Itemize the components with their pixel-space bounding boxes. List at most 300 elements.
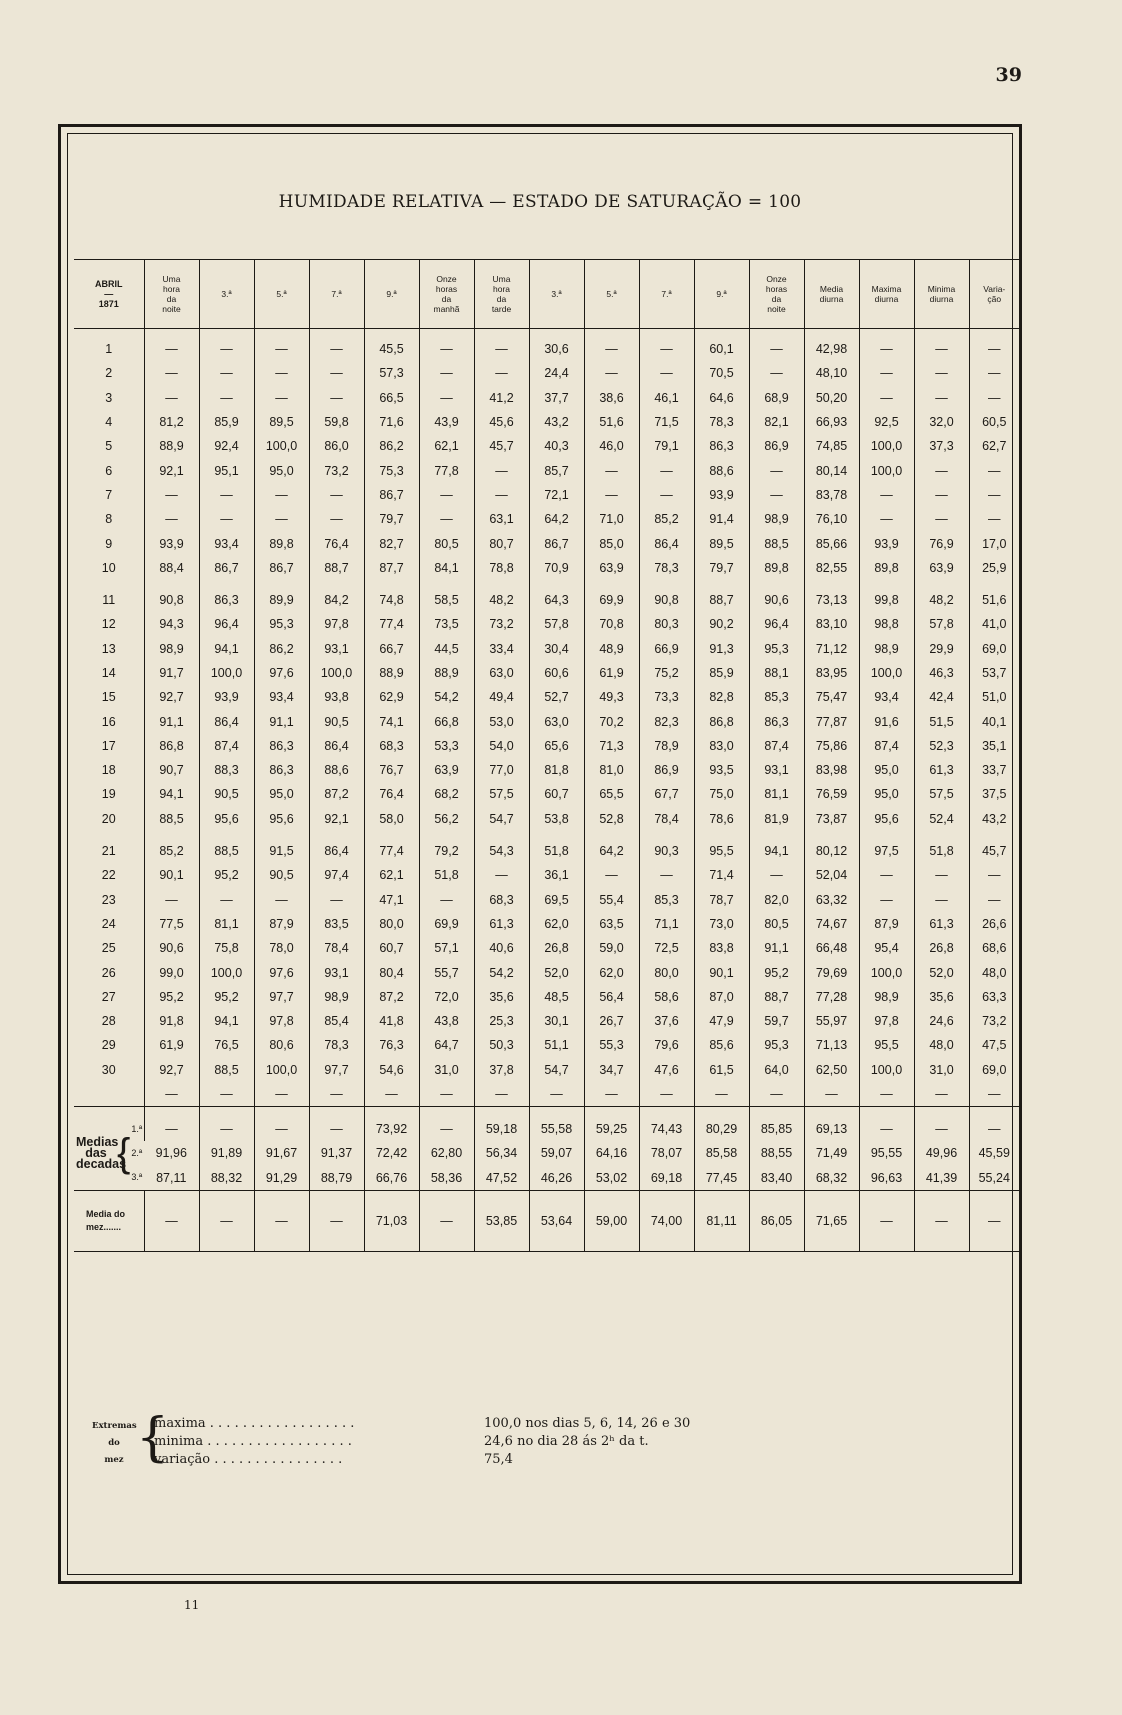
value-cell: 62,7 <box>969 434 1019 458</box>
value-cell: 95,0 <box>254 458 309 482</box>
value-cell: 64,2 <box>584 831 639 863</box>
value-cell: 67,7 <box>639 782 694 806</box>
value-cell: 37,5 <box>969 782 1019 806</box>
dash-cell: — <box>529 1082 584 1107</box>
value-cell: 85,7 <box>529 458 584 482</box>
value-cell: 41,8 <box>364 1009 419 1033</box>
value-cell: — <box>914 483 969 507</box>
value-cell: 43,9 <box>419 410 474 434</box>
value-cell: 87,2 <box>364 985 419 1009</box>
value-cell: 37,8 <box>474 1058 529 1082</box>
value-cell: 89,9 <box>254 580 309 612</box>
value-cell: — <box>144 361 199 385</box>
rule-cell <box>804 1251 859 1252</box>
extreme-minima: minima . . . . . . . . . . . . . . . . . . 24,6 no dia 28 ás 2ʰ da t. <box>154 1434 649 1449</box>
value-cell: 94,1 <box>144 782 199 806</box>
value-cell: 87,2 <box>309 782 364 806</box>
value-cell: 55,7 <box>419 960 474 984</box>
mean-cell: 87,11 <box>156 1170 187 1185</box>
mean-cell: — <box>914 1106 969 1141</box>
value-cell: 83,95 <box>804 661 859 685</box>
value-cell: 30,6 <box>529 329 584 362</box>
value-cell: — <box>969 329 1019 362</box>
mean-cell: 96,63 <box>859 1166 914 1191</box>
dash-cell: — <box>859 1082 914 1107</box>
value-cell: — <box>859 888 914 912</box>
value-cell: — <box>199 329 254 362</box>
value-cell: 95,0 <box>859 782 914 806</box>
value-cell: 90,2 <box>694 612 749 636</box>
value-cell: 51,8 <box>914 831 969 863</box>
value-cell: 97,7 <box>309 1058 364 1082</box>
value-cell: — <box>859 507 914 531</box>
value-cell: 87,7 <box>364 556 419 580</box>
header-col: 7.ª <box>309 260 364 329</box>
value-cell: 93,5 <box>694 758 749 782</box>
value-cell: — <box>969 888 1019 912</box>
value-cell: 92,7 <box>144 1058 199 1082</box>
value-cell: 90,5 <box>309 709 364 733</box>
value-cell: 17,0 <box>969 531 1019 555</box>
value-cell: 61,3 <box>474 912 529 936</box>
value-cell: — <box>859 483 914 507</box>
rule-cell <box>859 1251 914 1252</box>
extreme-maxima: maxima . . . . . . . . . . . . . . . . . . 100,0 nos dias 5, 6, 14, 26 e 30 <box>154 1416 691 1431</box>
value-cell: 48,9 <box>584 637 639 661</box>
value-cell: 80,14 <box>804 458 859 482</box>
day-cell: 10 <box>101 560 116 575</box>
table-row <box>74 661 1019 685</box>
value-cell: 78,3 <box>639 556 694 580</box>
value-cell: — <box>199 386 254 410</box>
value-cell: 95,5 <box>694 831 749 863</box>
mean-cell: 58,36 <box>419 1166 474 1191</box>
value-cell: 62,0 <box>529 912 584 936</box>
table-row <box>74 329 1019 362</box>
value-cell: — <box>419 483 474 507</box>
value-cell: 26,8 <box>529 936 584 960</box>
value-cell: 99,8 <box>859 580 914 612</box>
value-cell: — <box>254 386 309 410</box>
day-cell: 16 <box>101 714 116 729</box>
value-cell: 83,10 <box>804 612 859 636</box>
value-cell: 57,8 <box>914 612 969 636</box>
value-cell: 47,6 <box>639 1058 694 1082</box>
dash-cell: — <box>199 1082 254 1107</box>
day-cell: 26 <box>101 965 116 980</box>
value-cell: 46,0 <box>584 434 639 458</box>
mean-cell: 62,80 <box>419 1141 474 1165</box>
value-cell: 81,1 <box>199 912 254 936</box>
rule-cell <box>199 1251 254 1252</box>
value-cell: 87,4 <box>859 734 914 758</box>
value-cell: — <box>639 483 694 507</box>
value-cell: 91,1 <box>254 709 309 733</box>
value-cell: 97,8 <box>859 1009 914 1033</box>
value-cell: — <box>969 386 1019 410</box>
value-cell: 32,0 <box>914 410 969 434</box>
value-cell: 93,1 <box>309 637 364 661</box>
value-cell: — <box>254 888 309 912</box>
dash-cell: — <box>914 1082 969 1107</box>
value-cell: — <box>969 361 1019 385</box>
value-cell: 45,7 <box>969 831 1019 863</box>
value-cell: 93,1 <box>309 960 364 984</box>
month-mean-cell: — <box>859 1190 914 1251</box>
month-mean-cell: — <box>914 1190 969 1251</box>
value-cell: 77,8 <box>419 458 474 482</box>
value-cell: 94,1 <box>749 831 804 863</box>
value-cell: — <box>969 863 1019 887</box>
value-cell: 51,0 <box>969 685 1019 709</box>
value-cell: 52,04 <box>804 863 859 887</box>
value-cell: — <box>749 863 804 887</box>
decade-mean-row <box>74 1141 1019 1165</box>
header-col: 9.ª <box>694 260 749 329</box>
day-cell: 11 <box>102 593 116 608</box>
value-cell: 74,85 <box>804 434 859 458</box>
value-cell: 60,7 <box>364 936 419 960</box>
value-cell: 86,3 <box>199 580 254 612</box>
value-cell: 61,9 <box>584 661 639 685</box>
header-col: 3.ª <box>529 260 584 329</box>
day-cell: 6 <box>105 463 113 478</box>
value-cell: — <box>199 483 254 507</box>
value-cell: 78,4 <box>309 936 364 960</box>
extremes-brace: { <box>136 1408 170 1468</box>
value-cell: 41,2 <box>474 386 529 410</box>
value-cell: 66,8 <box>419 709 474 733</box>
value-cell: 93,4 <box>254 685 309 709</box>
mean-cell: 72,42 <box>364 1141 419 1165</box>
value-cell: 79,2 <box>419 831 474 863</box>
value-cell: 61,5 <box>694 1058 749 1082</box>
mean-cell: 74,43 <box>639 1106 694 1141</box>
table-row <box>74 734 1019 758</box>
value-cell: 30,1 <box>529 1009 584 1033</box>
day-cell: 3 <box>105 390 113 405</box>
value-cell: 70,2 <box>584 709 639 733</box>
dash-cell: — <box>419 1082 474 1107</box>
value-cell: 73,5 <box>419 612 474 636</box>
value-cell: 95,6 <box>859 807 914 831</box>
value-cell: 37,6 <box>639 1009 694 1033</box>
rule-cell <box>914 1251 969 1252</box>
value-cell: 86,3 <box>749 709 804 733</box>
mean-cell: 45,59 <box>969 1141 1019 1165</box>
value-cell: 100,0 <box>859 1058 914 1082</box>
value-cell: 82,0 <box>749 888 804 912</box>
day-cell: 22 <box>101 868 116 883</box>
value-cell: 95,2 <box>199 985 254 1009</box>
value-cell: 35,1 <box>969 734 1019 758</box>
header-col: Media diurna <box>804 260 859 329</box>
value-cell: 64,2 <box>529 507 584 531</box>
value-cell: — <box>144 507 199 531</box>
value-cell: 69,5 <box>529 888 584 912</box>
value-cell: 30,4 <box>529 637 584 661</box>
value-cell: 57,5 <box>474 782 529 806</box>
value-cell: 97,6 <box>254 661 309 685</box>
value-cell: 49,4 <box>474 685 529 709</box>
value-cell: 73,87 <box>804 807 859 831</box>
mean-cell: 68,32 <box>804 1166 859 1191</box>
value-cell: 94,1 <box>199 637 254 661</box>
day-cell: 20 <box>101 811 116 826</box>
value-cell: 76,59 <box>804 782 859 806</box>
header-col: 9.ª <box>364 260 419 329</box>
value-cell: — <box>914 863 969 887</box>
dash-cell: — <box>969 1082 1019 1107</box>
day-cell: 25 <box>101 941 116 956</box>
month-mean-cell: — <box>419 1190 474 1251</box>
value-cell: 42,98 <box>804 329 859 362</box>
month-mean-cell: 86,05 <box>749 1190 804 1251</box>
value-cell: 91,1 <box>749 936 804 960</box>
value-cell: 95,6 <box>254 807 309 831</box>
value-cell: 46,3 <box>914 661 969 685</box>
value-cell: — <box>859 386 914 410</box>
value-cell: — <box>749 483 804 507</box>
value-cell: 74,67 <box>804 912 859 936</box>
value-cell: 91,5 <box>254 831 309 863</box>
extreme-variacao: variação . . . . . . . . . . . . . . . . 75,4 <box>154 1452 513 1467</box>
value-cell: 85,3 <box>749 685 804 709</box>
value-cell: 33,4 <box>474 637 529 661</box>
value-cell: 85,2 <box>639 507 694 531</box>
value-cell: — <box>309 888 364 912</box>
value-cell: — <box>584 458 639 482</box>
month-mean-cell: 74,00 <box>639 1190 694 1251</box>
table-row <box>74 361 1019 385</box>
value-cell: 87,9 <box>254 912 309 936</box>
value-cell: 100,0 <box>199 960 254 984</box>
value-cell: 90,5 <box>199 782 254 806</box>
table-row <box>74 483 1019 507</box>
day-cell: 19 <box>101 787 116 802</box>
value-cell: 77,28 <box>804 985 859 1009</box>
value-cell: 86,3 <box>694 434 749 458</box>
value-cell: — <box>914 458 969 482</box>
table-row <box>74 960 1019 984</box>
value-cell: 92,5 <box>859 410 914 434</box>
mean-cell: 56,34 <box>474 1141 529 1165</box>
value-cell: 63,32 <box>804 888 859 912</box>
value-cell: 77,4 <box>364 831 419 863</box>
table-title: HUMIDADE RELATIVA — ESTADO DE SATURAÇÃO = 100 <box>278 192 802 212</box>
dash-row <box>74 1082 1019 1107</box>
value-cell: 78,3 <box>694 410 749 434</box>
value-cell: — <box>859 329 914 362</box>
value-cell: — <box>419 386 474 410</box>
value-cell: 65,5 <box>584 782 639 806</box>
value-cell: 86,4 <box>639 531 694 555</box>
value-cell: 75,2 <box>639 661 694 685</box>
value-cell: 78,7 <box>694 888 749 912</box>
value-cell: 89,8 <box>859 556 914 580</box>
value-cell: 98,9 <box>144 637 199 661</box>
value-cell: 95,2 <box>144 985 199 1009</box>
day-cell: 9 <box>105 536 113 551</box>
value-cell: 79,7 <box>694 556 749 580</box>
month-mean-cell: — <box>309 1190 364 1251</box>
value-cell: 89,8 <box>749 556 804 580</box>
value-cell: 63,1 <box>474 507 529 531</box>
rule-cell <box>74 1251 144 1252</box>
value-cell: 80,6 <box>254 1033 309 1057</box>
value-cell: 94,3 <box>144 612 199 636</box>
value-cell: — <box>474 361 529 385</box>
page-number: 39 <box>995 64 1022 86</box>
value-cell: — <box>914 507 969 531</box>
value-cell: 31,0 <box>914 1058 969 1082</box>
value-cell: — <box>859 361 914 385</box>
value-cell: 87,9 <box>859 912 914 936</box>
value-cell: 90,7 <box>144 758 199 782</box>
value-cell: 24,4 <box>529 361 584 385</box>
day-cell: 30 <box>101 1062 116 1077</box>
rule-cell <box>309 1251 364 1252</box>
value-cell: 64,3 <box>529 580 584 612</box>
value-cell: 40,1 <box>969 709 1019 733</box>
value-cell: 88,9 <box>419 661 474 685</box>
value-cell: — <box>144 888 199 912</box>
table-row <box>74 912 1019 936</box>
value-cell: 80,12 <box>804 831 859 863</box>
value-cell: 83,5 <box>309 912 364 936</box>
value-cell: 86,8 <box>144 734 199 758</box>
value-cell: 53,8 <box>529 807 584 831</box>
table-row <box>74 637 1019 661</box>
mean-cell: 64,16 <box>584 1141 639 1165</box>
value-cell: 95,0 <box>254 782 309 806</box>
table-frame <box>58 124 1022 1584</box>
value-cell: 62,1 <box>364 863 419 887</box>
value-cell: 64,7 <box>419 1033 474 1057</box>
header-row <box>74 260 1019 329</box>
day-cell: 17 <box>101 738 116 753</box>
rule-cell <box>419 1251 474 1252</box>
value-cell: 60,7 <box>529 782 584 806</box>
value-cell: 35,6 <box>474 985 529 1009</box>
value-cell: 88,9 <box>364 661 419 685</box>
value-cell: 97,8 <box>254 1009 309 1033</box>
value-cell: 88,5 <box>199 831 254 863</box>
table-row <box>74 863 1019 887</box>
value-cell: — <box>254 361 309 385</box>
value-cell: 96,4 <box>749 612 804 636</box>
value-cell: 79,6 <box>639 1033 694 1057</box>
value-cell: 86,9 <box>749 434 804 458</box>
value-cell: 82,7 <box>364 531 419 555</box>
value-cell: 63,9 <box>914 556 969 580</box>
value-cell: 95,5 <box>859 1033 914 1057</box>
table-row <box>74 831 1019 863</box>
day-cell: 8 <box>105 512 113 527</box>
header-col: 3.ª <box>199 260 254 329</box>
value-cell: 90,5 <box>254 863 309 887</box>
mean-cell: 59,25 <box>584 1106 639 1141</box>
header-month: ABRIL — 1871 <box>74 260 144 329</box>
day-cell: 2 <box>105 366 113 381</box>
value-cell: 80,7 <box>474 531 529 555</box>
value-cell: 95,0 <box>859 758 914 782</box>
value-cell: 54,7 <box>529 1058 584 1082</box>
value-cell: 99,0 <box>144 960 199 984</box>
value-cell: 61,3 <box>914 758 969 782</box>
value-cell: 81,8 <box>529 758 584 782</box>
value-cell: 57,8 <box>529 612 584 636</box>
rule-cell <box>254 1251 309 1252</box>
value-cell: 86,2 <box>364 434 419 458</box>
value-cell: 82,55 <box>804 556 859 580</box>
value-cell: 89,5 <box>694 531 749 555</box>
value-cell: 77,4 <box>364 612 419 636</box>
value-cell: 69,9 <box>419 912 474 936</box>
value-cell: — <box>969 483 1019 507</box>
value-cell: 83,78 <box>804 483 859 507</box>
mean-cell: — <box>859 1106 914 1141</box>
table-row <box>74 709 1019 733</box>
value-cell: 48,2 <box>474 580 529 612</box>
value-cell: 57,5 <box>914 782 969 806</box>
value-cell: 86,4 <box>199 709 254 733</box>
value-cell: 82,3 <box>639 709 694 733</box>
value-cell: 26,6 <box>969 912 1019 936</box>
value-cell: 75,47 <box>804 685 859 709</box>
value-cell: 56,4 <box>584 985 639 1009</box>
value-cell: 63,3 <box>969 985 1019 1009</box>
value-cell: 66,5 <box>364 386 419 410</box>
table-row <box>74 985 1019 1009</box>
value-cell: 98,9 <box>309 985 364 1009</box>
value-cell: 51,8 <box>419 863 474 887</box>
value-cell: 86,4 <box>309 734 364 758</box>
value-cell: 97,4 <box>309 863 364 887</box>
value-cell: 54,6 <box>364 1058 419 1082</box>
value-cell: 100,0 <box>254 434 309 458</box>
value-cell: 48,0 <box>914 1033 969 1057</box>
rule-cell <box>474 1251 529 1252</box>
day-cell: 24 <box>101 916 116 931</box>
header-col: 5.ª <box>584 260 639 329</box>
mean-cell: 66,76 <box>364 1166 419 1191</box>
dash-cell: — <box>474 1082 529 1107</box>
value-cell: — <box>419 361 474 385</box>
value-cell: 51,6 <box>969 580 1019 612</box>
value-cell: 59,8 <box>309 410 364 434</box>
value-cell: 88,6 <box>309 758 364 782</box>
value-cell: 95,4 <box>859 936 914 960</box>
dash-cell: — <box>309 1082 364 1107</box>
mean-cell: 69,18 <box>639 1166 694 1191</box>
value-cell: 87,0 <box>694 985 749 1009</box>
value-cell: 78,9 <box>639 734 694 758</box>
value-cell: 86,7 <box>364 483 419 507</box>
day-cell: 1 <box>105 342 113 357</box>
value-cell: 69,0 <box>969 1058 1019 1082</box>
value-cell: 75,0 <box>694 782 749 806</box>
value-cell: 85,9 <box>199 410 254 434</box>
value-cell: 88,7 <box>309 556 364 580</box>
mean-cell: 88,79 <box>309 1166 364 1191</box>
value-cell: 54,0 <box>474 734 529 758</box>
value-cell: 73,2 <box>969 1009 1019 1033</box>
mean-cell: 55,58 <box>529 1106 584 1141</box>
value-cell: 93,1 <box>749 758 804 782</box>
value-cell: 98,9 <box>859 637 914 661</box>
mean-cell: 80,29 <box>694 1106 749 1141</box>
